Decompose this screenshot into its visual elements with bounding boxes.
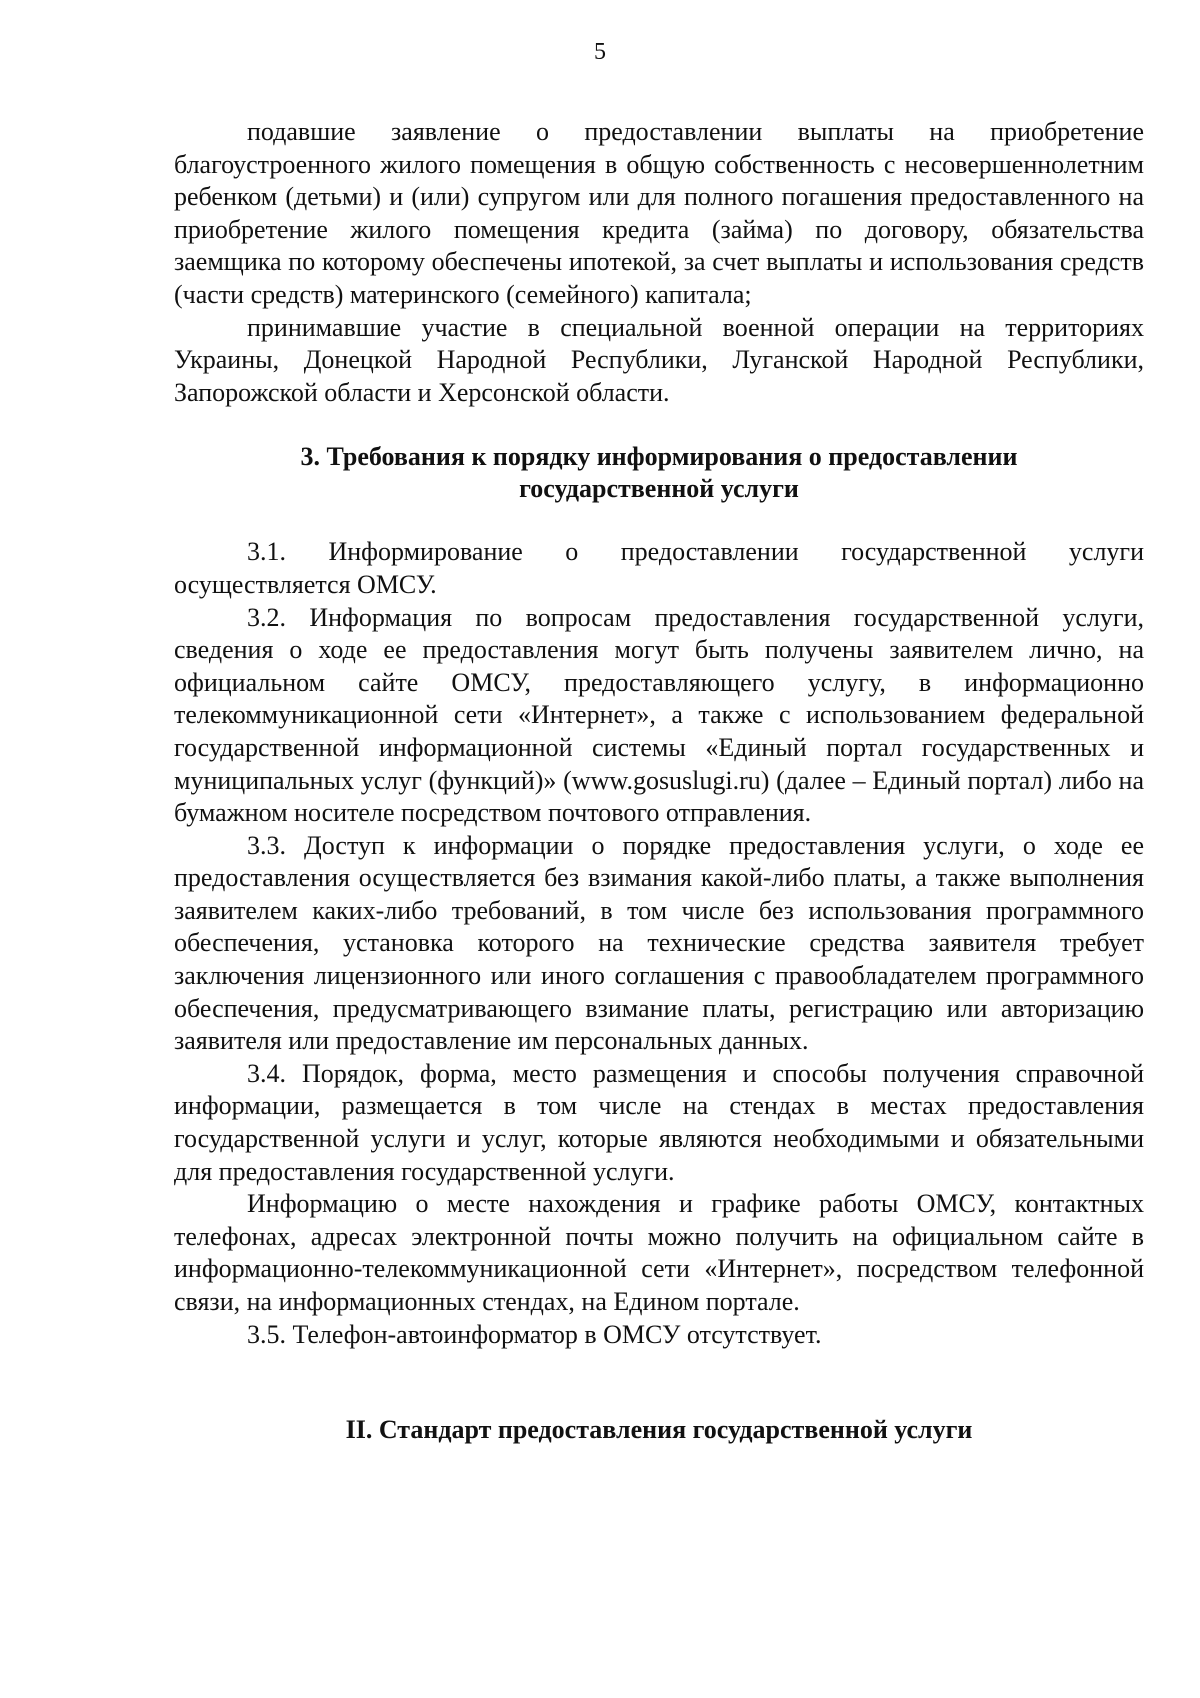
paragraph-3-2: 3.2. Информация по вопросам предоставления государственной услуги, сведения о ходе ее предоставления могут быть получены заявителем лично, на официальном сайте ОМСУ, предоставляющего услугу, в информационно телекоммуникационной сети «Интернет», а также с использованием федеральной государственной информационной системы «Единый портал государственных и муниципальных услуг (функций)» (www.gosuslugi.ru) (далее – Единый портал) либо на бумажном носителе посредством почтового отправления. bbox=[174, 602, 1144, 828]
paragraph-applicants-housing: подавшие заявление о предоставлении выплаты на приобретение благоустроенного жилого помещения в общую собственность с несовершеннолетним ребенком (детьми) и (или) супругом или для полного погашения предоставленного на приобретение жилого помещения кредита (займа) по договору, обязательства заемщика по которому обеспечены ипотекой, за счет выплаты и использования средств (части средств) материнского (семейного) капитала; bbox=[174, 117, 1144, 309]
paragraph-3-1: 3.1. Информирование о предоставлении государственной услуги осуществляется ОМСУ. bbox=[174, 537, 1144, 599]
paragraph-3-4-contacts: Информацию о месте нахождения и графике работы ОМСУ, контактных телефонах, адресах электронной почты можно получить на официальном сайте в информационно-телекоммуникационной сети «Интернет», посредством телефонной связи, на информационных стендах, на Едином портале. bbox=[174, 1189, 1144, 1316]
paragraph-applicants-svo: принимавшие участие в специальной военной операции на территориях Украины, Донецкой Народной Республики, Луганской Народной Республики, Запорожской области и Херсонской области. bbox=[174, 312, 1144, 407]
section-3-heading-line-2: государственной услуги bbox=[519, 474, 799, 504]
paragraph-3-5: 3.5. Телефон-автоинформатор в ОМСУ отсутствует. bbox=[247, 1319, 822, 1349]
paragraph-3-4: 3.4. Порядок, форма, место размещения и способы получения справочной информации, размещается в том числе на стендах в местах предоставления государственной услуги и услуг, которые являются необходимыми и обязательными для предоставления государственной услуги. bbox=[174, 1058, 1144, 1186]
section-3-heading-line-1: 3. Требования к порядку информирования о предоставлении bbox=[300, 442, 1018, 472]
page-number: 5 bbox=[594, 39, 606, 65]
section-3-heading bbox=[174, 441, 1144, 505]
document-body bbox=[174, 116, 1144, 1446]
paragraph-3-3: 3.3. Доступ к информации о порядке предоставления услуги, о ходе ее предоставления осуществляется без взимания какой-либо платы, а также выполнения заявителем каких-либо требований, в том числе без использования программного обеспечения, установка которого на технические средства заявителя требует заключения лицензионного или иного соглашения с правообладателем программного обеспечения, предусматривающего взимание платы, регистрацию или авторизацию заявителя или предоставление им персональных данных. bbox=[174, 830, 1144, 1056]
part-2-heading: II. Стандарт предоставления государственной услуги bbox=[345, 1415, 973, 1445]
